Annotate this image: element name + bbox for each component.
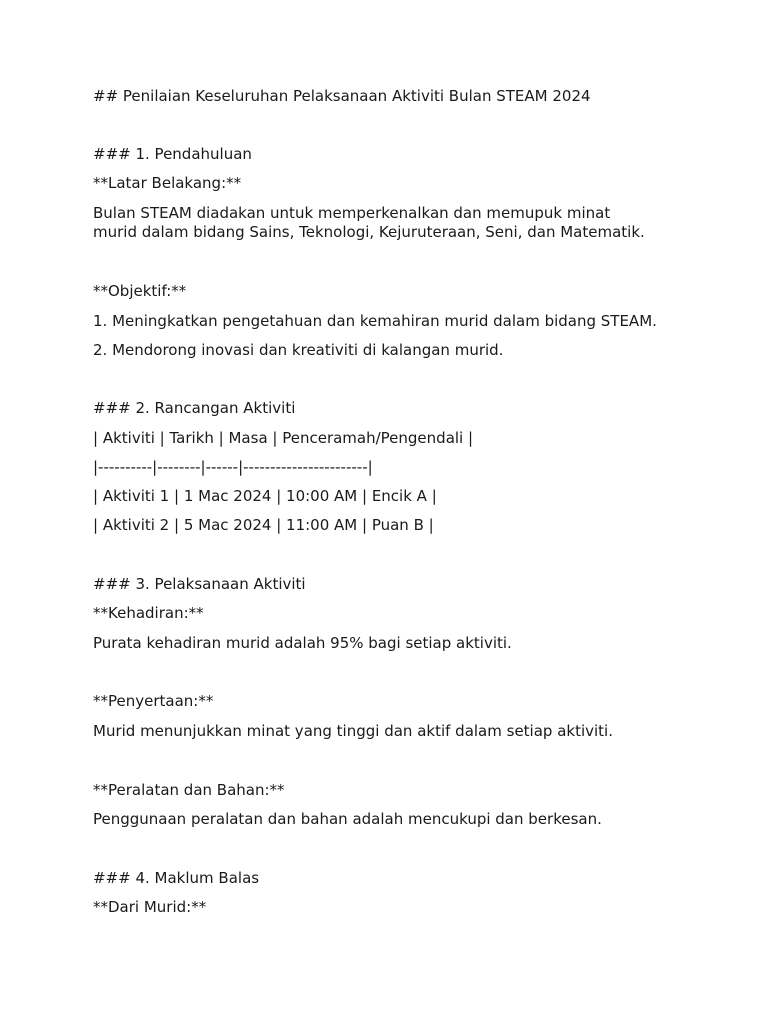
section-heading-plan: ### 2. Rancangan Aktiviti: [93, 399, 296, 417]
attendance-text: Purata kehadiran murid adalah 95% bagi setiap aktiviti.: [93, 634, 512, 652]
objective-item: 2. Mendorong inovasi dan kreativiti di kalangan murid.: [93, 341, 504, 359]
background-label: **Latar Belakang:**: [93, 174, 242, 192]
section-heading-introduction: ### 1. Pendahuluan: [93, 145, 252, 163]
table-header-row: | Aktiviti | Tarikh | Masa | Penceramah/Pengendali |: [93, 429, 474, 447]
equipment-text: Penggunaan peralatan dan bahan adalah mencukupi dan berkesan.: [93, 810, 602, 828]
table-row: | Aktiviti 2 | 5 Mac 2024 | 11:00 AM | Puan B |: [93, 516, 434, 534]
students-feedback-label: **Dari Murid:**: [93, 898, 207, 916]
background-text-line-1: Bulan STEAM diadakan untuk memperkenalkan dan memupuk minat: [93, 204, 611, 222]
table-row: | Aktiviti 1 | 1 Mac 2024 | 10:00 AM | Encik A |: [93, 487, 437, 505]
participation-label: **Penyertaan:**: [93, 692, 214, 710]
attendance-label: **Kehadiran:**: [93, 604, 204, 622]
objective-item: 1. Meningkatkan pengetahuan dan kemahiran murid dalam bidang STEAM.: [93, 312, 657, 330]
table-separator-row: |----------|--------|------|-----------------------|: [93, 458, 373, 476]
section-heading-implementation: ### 3. Pelaksanaan Aktiviti: [93, 575, 306, 593]
background-text-line-2: murid dalam bidang Sains, Teknologi, Kejuruteraan, Seni, dan Matematik.: [93, 223, 645, 241]
equipment-label: **Peralatan dan Bahan:**: [93, 781, 285, 799]
section-heading-feedback: ### 4. Maklum Balas: [93, 869, 260, 887]
objective-label: **Objektif:**: [93, 282, 187, 300]
document-title: ## Penilaian Keseluruhan Pelaksanaan Aktiviti Bulan STEAM 2024: [93, 87, 591, 105]
participation-text: Murid menunjukkan minat yang tinggi dan aktif dalam setiap aktiviti.: [93, 722, 613, 740]
